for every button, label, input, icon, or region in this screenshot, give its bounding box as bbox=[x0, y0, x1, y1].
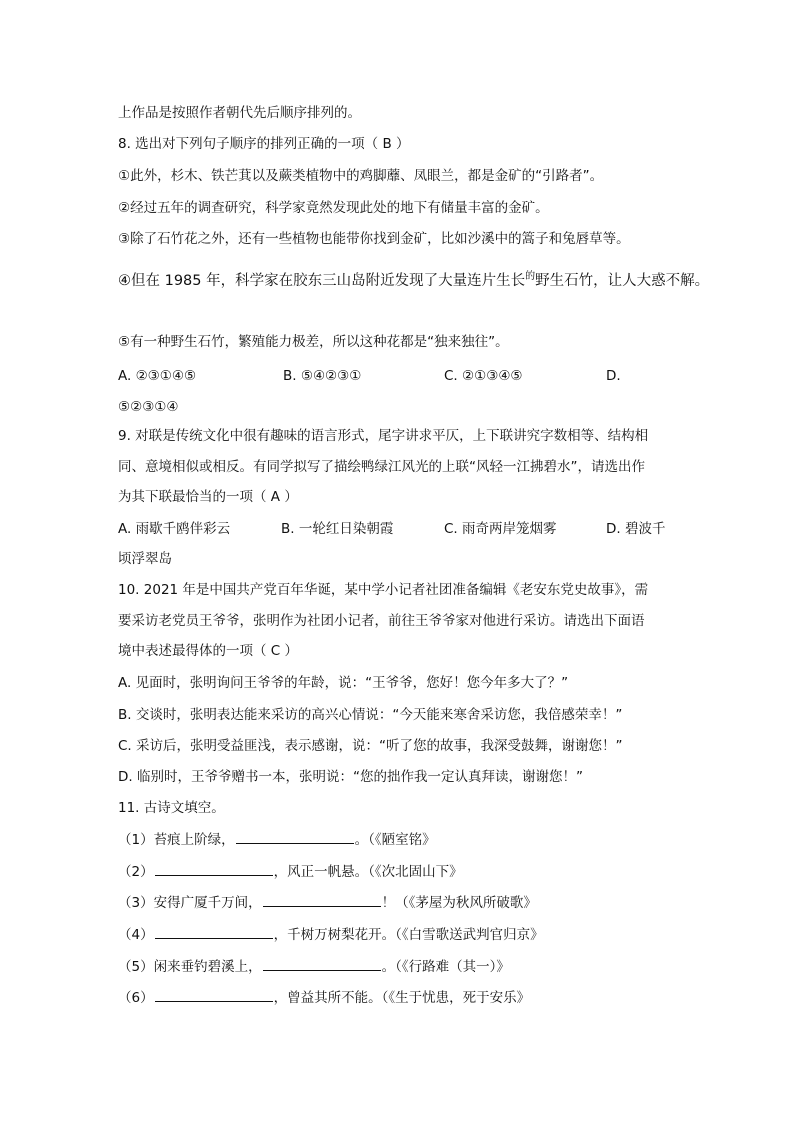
q11-item-6-blank bbox=[155, 988, 273, 1002]
q11-item-4-pre: （4） bbox=[118, 927, 154, 943]
q11-item-1-blank bbox=[236, 830, 354, 844]
q10-option-a: A. 见面时，张明询问王爷爷的年龄，说：“王爷爷，您好！您今年多大了？” bbox=[118, 675, 569, 691]
q10-option-d: D. 临别时，王爷爷赠书一本，张明说：“您的拙作我一定认真拜读，谢谢您！” bbox=[118, 769, 583, 785]
q8-sentence-3: ③除了石竹花之外，还有一些植物也能带你找到金矿，比如沙溪中的篙子和兔唇草等。 bbox=[118, 231, 630, 247]
q11-item-3 bbox=[118, 893, 537, 913]
q10-stem-line-1: 10. 2021 年是中国共产党百年华诞，某中学小记者社团准备编辑《老安东党史故事》，需 bbox=[118, 582, 649, 598]
q9-option-d: D. 碧波千 bbox=[606, 521, 666, 537]
q8-option-c: C. ②①③④⑤ bbox=[444, 368, 523, 384]
q11-item-6-post: ，曾益其所不能。（《生于忧患，死于安乐》 bbox=[273, 990, 531, 1006]
q8-sentence-4 bbox=[118, 267, 709, 291]
q9-option-b: B. 一轮红日染朝霞 bbox=[281, 521, 394, 537]
q11-stem: 11. 古诗文填空。 bbox=[118, 800, 225, 816]
q11-item-2 bbox=[118, 862, 463, 882]
q11-item-6-pre: （6） bbox=[118, 990, 154, 1006]
q10-option-b: B. 交谈时，张明表达能来采访的高兴心情说：“今天能来寒舍采访您，我倍感荣幸！” bbox=[118, 707, 623, 723]
q11-item-5 bbox=[118, 957, 510, 977]
q11-item-6 bbox=[118, 988, 530, 1008]
q11-item-2-blank bbox=[155, 862, 273, 876]
q8-sentence-4-part-a: ④但在 1985 年，科学家在胶东三山岛附近发现了大量连片生长 bbox=[118, 273, 526, 289]
q11-item-1-pre: （1）苔痕上阶绿， bbox=[118, 832, 235, 848]
q11-item-5-blank bbox=[263, 957, 381, 971]
q10-stem-line-3: 境中表述最得体的一项（ C ） bbox=[118, 643, 299, 659]
q11-item-4-post: ，千树万树梨花开。（《白雪歌送武判官归京》 bbox=[273, 927, 544, 943]
q11-item-2-pre: （2） bbox=[118, 864, 154, 880]
q11-item-3-pre: （3）安得广厦千万间， bbox=[118, 895, 262, 911]
q8-sentence-4-part-b: 野生石竹，让人大惑不解。 bbox=[535, 273, 710, 289]
q11-item-5-pre: （5）闲来垂钓碧溪上， bbox=[118, 959, 262, 975]
q11-item-1 bbox=[118, 830, 436, 850]
q8-option-a: A. ②③①④⑤ bbox=[118, 368, 197, 384]
q9-stem-line-3: 为其下联最恰当的一项（ A ） bbox=[118, 489, 298, 505]
q8-stem: 8. 选出对下列句子顺序的排列正确的一项（ B ） bbox=[118, 136, 410, 152]
q11-item-5-post: 。（《行路难（其一）》 bbox=[381, 959, 510, 975]
q11-item-3-blank bbox=[263, 893, 381, 907]
q8-sentence-1: ①此外，杉木、铁芒萁以及蕨类植物中的鸡脚蘼、凤眼兰，都是金矿的“引路者”。 bbox=[118, 168, 604, 184]
q9-option-c: C. 雨奇两岸笼烟雾 bbox=[444, 521, 557, 537]
q11-item-3-post: ！（《茅屋为秋风所破歌》 bbox=[381, 895, 537, 911]
q8-option-d-continued: ⑤②③①④ bbox=[118, 399, 179, 415]
q8-option-b: B. ⑤④②③① bbox=[283, 368, 362, 384]
q9-option-a: A. 雨歇千鸥伴彩云 bbox=[118, 521, 231, 537]
q10-stem-line-2: 要采访老党员王爷爷，张明作为社团小记者，前往王爷爷家对他进行采访。请选出下面语 bbox=[118, 613, 645, 629]
q8-sentence-4-sup: 的 bbox=[525, 271, 536, 282]
q8-sentence-2: ②经过五年的调查研究，科学家竟然发现此处的地下有储量丰富的金矿。 bbox=[118, 200, 549, 216]
q8-option-d: D. bbox=[606, 368, 621, 384]
q11-item-4-blank bbox=[155, 925, 273, 939]
q9-option-d-continued: 顷浮翠岛 bbox=[118, 551, 172, 567]
q11-item-2-post: ，风正一帆悬。（《次北固山下》 bbox=[273, 864, 463, 880]
q9-stem-line-1: 9. 对联是传统文化中很有趣味的语言形式，尾字讲求平仄，上下联讲究字数相等、结构相 bbox=[118, 428, 649, 444]
q9-stem-line-2: 同、意境相似或相反。有同学拟写了描绘鸭绿江风光的上联“风轻一江拂碧水”，请选出作 bbox=[118, 459, 645, 475]
intro-line: 上作品是按照作者朝代先后顺序排列的。 bbox=[118, 105, 361, 121]
q11-item-1-post: 。（《陋室铭》 bbox=[354, 832, 436, 848]
q8-sentence-5: ⑤有一种野生石竹，繁殖能力极差，所以这种花都是“独来独往”。 bbox=[118, 334, 509, 350]
q10-option-c: C. 采访后，张明受益匪浅，表示感谢，说：“听了您的故事，我深受鼓舞，谢谢您！” bbox=[118, 738, 623, 754]
q11-item-4 bbox=[118, 925, 544, 945]
